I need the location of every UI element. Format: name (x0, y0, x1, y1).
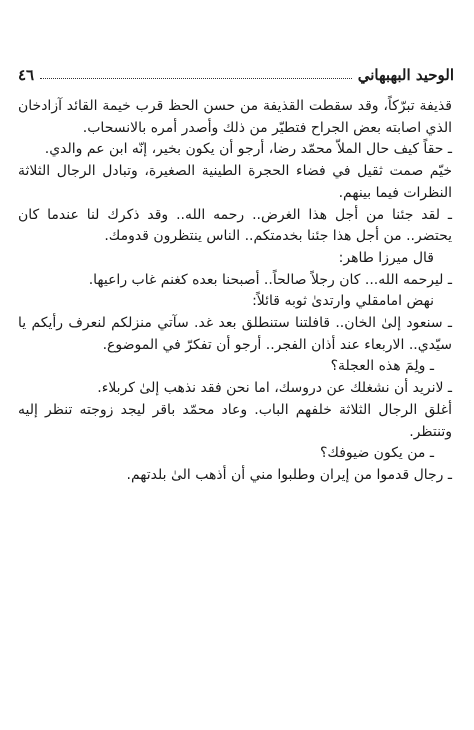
paragraph: نهض امامقلي وارتدىٰ ثوبه قائلاً: (252, 293, 434, 310)
paragraph: قذيفة تبرّكاً، وقد سقطت القذيفة من حسن الحظ قرب خيمة القائد آزادخان الذي اصابته بعض الجراح فتطيّر من ذلك وأصدر أمره بالانسحاب. (18, 98, 452, 136)
dialogue-line: ـ حقاً كيف حال الملاّ محمّد رضا، أرجو أن يكون بخير، إنّه ابن عم والدي. (44, 141, 452, 158)
dialogue-line: ـ لقد جئنا من أجل هذا الغرض.. رحمه الله.. وقد ذكرك لنا عندما كان يحتضر.. من أجل هذا جئنا بخدمتكم.. الناس ينتظرون قدومك. (18, 206, 452, 245)
dialogue-line: ـ من يكون ضيوفك؟ (319, 445, 434, 462)
paragraph: قال ميرزا طاهر: (338, 249, 434, 266)
page-header (18, 58, 454, 84)
dialogue-line: ـ ليرحمه الله... كان رجلاً صالحاً.. أصبحنا بعده كغنم غاب راعيها. (88, 271, 452, 288)
dotted-leader (40, 78, 352, 79)
dialogue-line: ـ لانريد أن نشغلك عن دروسك، اما نحن فقد نذهب إلىٰ كربلاء. (97, 380, 452, 397)
dialogue-line: ـ سنعود إلىٰ الخان.. قافلتنا ستنطلق بعد غد. سآتي منزلكم لنعرف رأيكم يا سيّدي.. الاربعاء عند أذان الفجر.. أرجو أن تفكرّ في الموضوع. (18, 315, 452, 353)
page-number: ٤٦ (18, 66, 35, 84)
page-body (18, 96, 452, 487)
paragraph: أغلق الرجال الثلاثة خلفهم الباب. وعاد محمّد باقر ليجد زوجته تنظر إليه وتنتظر. (18, 401, 452, 440)
paragraph: خيّم صمت ثقيل في فضاء الحجرة الطينية الصغيرة، وتبادل الرجال الثلاثة النظرات فيما بينهم. (18, 163, 452, 201)
dialogue-line: ـ ولِمَ هذه العجلة؟ (330, 358, 434, 375)
dialogue-line: ـ رجال قدموا من إيران وطلبوا مني أن أذهب الىٰ بلدتهم. (126, 466, 452, 483)
running-title: الوحيد البهبهاني (357, 66, 454, 84)
